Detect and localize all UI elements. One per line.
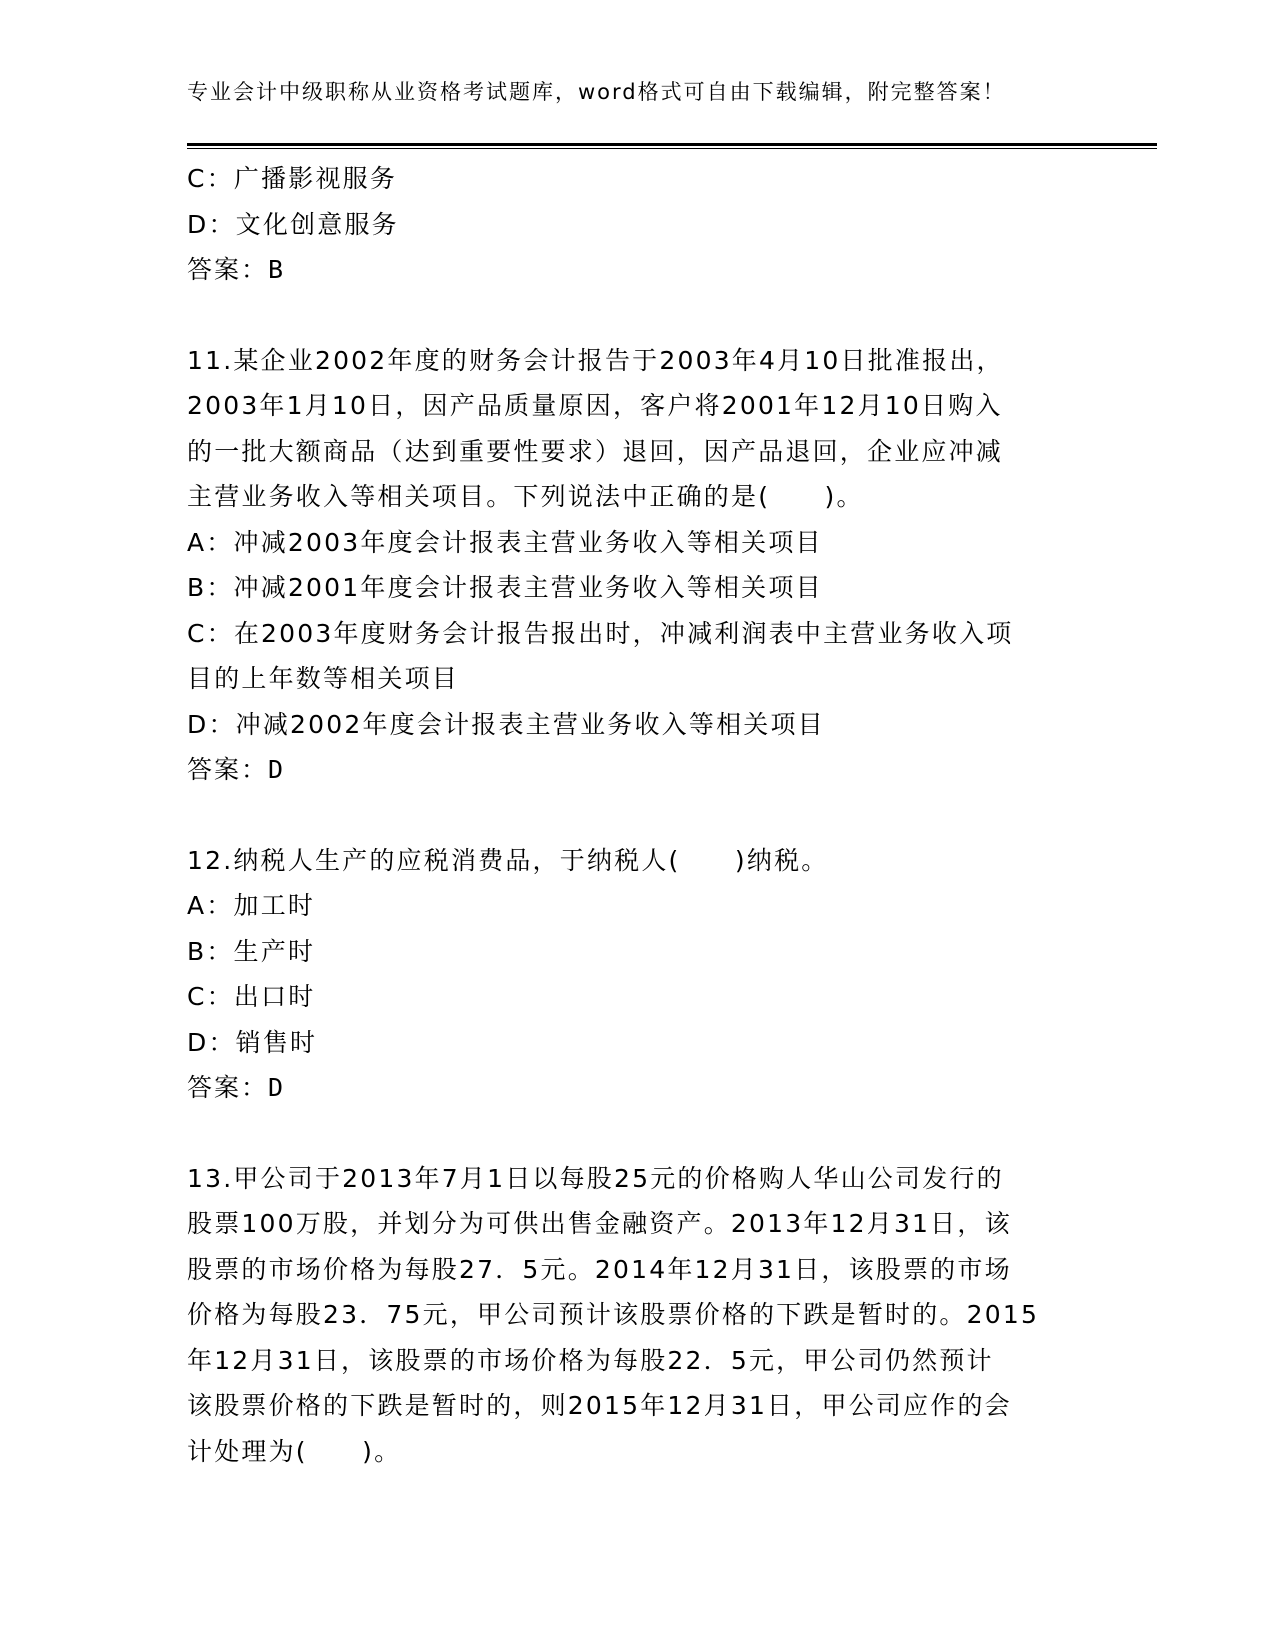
answer-label: 答案： (187, 755, 269, 784)
option-c: C：在2003年度财务会计报告报出时，冲减利润表中主营业务收入项 (187, 618, 1014, 648)
question-stem-line: 11.某企业2002年度的财务会计报告于2003年4月10日批准报出， (187, 345, 1004, 375)
option-a: A：加工时 (187, 891, 316, 920)
answer-label: 答案： (187, 255, 269, 284)
option-b: B：冲减2001年度会计报表主营业务收入等相关项目 (187, 573, 823, 602)
question-stem-line: 计处理为( )。 (187, 1436, 402, 1466)
option-a: A：冲减2003年度会计报表主营业务收入等相关项目 (187, 527, 823, 557)
option-c-continued: 目的上年数等相关项目 (187, 664, 460, 693)
question-stem-line: 该股票价格的下跌是暂时的，则2015年12月31日，甲公司应作的会 (187, 1391, 1012, 1420)
question-stem-line: 股票100万股，并划分为可供出售金融资产。2013年12月31日，该 (187, 1209, 1012, 1238)
option-d: D：文化创意服务 (187, 209, 399, 239)
question-12 (187, 838, 1087, 1111)
question-10-tail (187, 156, 1087, 293)
option-b: B：生产时 (187, 936, 316, 966)
question-stem-line: 主营业务收入等相关项目。下列说法中正确的是( )。 (187, 482, 864, 511)
answer-line (187, 247, 1087, 293)
spacer (187, 293, 1087, 338)
question-11 (187, 338, 1087, 793)
answer-line (187, 1065, 1087, 1111)
question-stem-line: 价格为每股23．75元，甲公司预计该股票价格的下跌是暂时的。2015 (187, 1300, 1040, 1329)
answer-value: B (268, 255, 286, 284)
question-content (187, 156, 1087, 1474)
option-c: C：出口时 (187, 982, 316, 1011)
answer-value: D (268, 755, 286, 784)
option-d: D：销售时 (187, 1027, 318, 1057)
question-stem-line: 股票的市场价格为每股27．5元。2014年12月31日，该股票的市场 (187, 1254, 1012, 1284)
question-stem: 12.纳税人生产的应税消费品，于纳税人( )纳税。 (187, 845, 829, 875)
question-13 (187, 1156, 1087, 1475)
question-stem-line: 2003年1月10日，因产品质量原因，客户将2001年12月10日购入 (187, 391, 1003, 420)
option-c: C：广播影视服务 (187, 164, 398, 193)
page-header: 专业会计中级职称从业资格考试题库，word格式可自由下载编辑，附完整答案！ (187, 80, 1006, 104)
question-stem-line: 的一批大额商品（达到重要性要求）退回，因产品退回，企业应冲减 (187, 436, 1004, 466)
spacer (187, 1111, 1087, 1156)
answer-label: 答案： (187, 1073, 269, 1102)
spacer (187, 793, 1087, 838)
question-stem-line: 13.甲公司于2013年7月1日以每股25元的价格购人华山公司发行的 (187, 1163, 1004, 1193)
answer-line (187, 747, 1087, 793)
header-divider-thin (187, 148, 1157, 149)
answer-value: D (268, 1073, 286, 1102)
header-divider-thick (187, 143, 1157, 146)
option-d: D：冲减2002年度会计报表主营业务收入等相关项目 (187, 709, 825, 739)
question-stem-line: 年12月31日，该股票的市场价格为每股22．5元，甲公司仍然预计 (187, 1345, 994, 1375)
